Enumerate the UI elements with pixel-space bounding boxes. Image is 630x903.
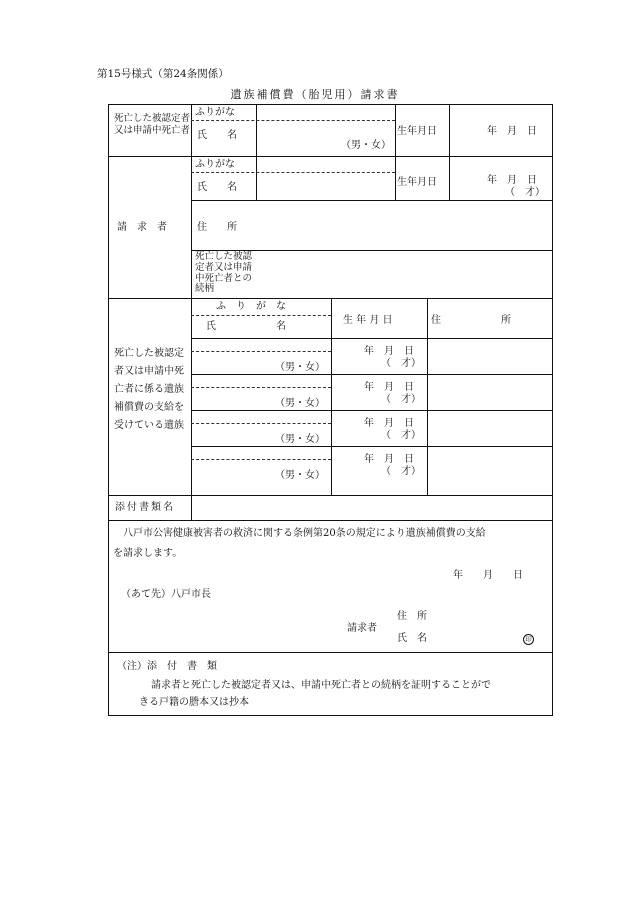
survivors-header-name: 氏 名 xyxy=(206,321,286,332)
survivor-2-sex-options[interactable]: （男・女） xyxy=(275,398,325,409)
survivor-1-birthdate-field[interactable]: 年 月 日 xyxy=(364,346,414,357)
signature-address-label: 住 所 xyxy=(397,611,427,622)
survivor-2-age-field[interactable]: （ 才） xyxy=(381,394,421,405)
claimant-address-label: 住 所 xyxy=(197,222,237,233)
declaration-date-field[interactable]: 年 月 日 xyxy=(453,570,523,581)
survivor-4-sex-options[interactable]: （男・女） xyxy=(275,470,325,481)
survivor-3-sex-options[interactable]: （男・女） xyxy=(275,434,325,445)
form-title: 遺族補償費（胎児用）請求書 xyxy=(230,88,400,101)
deceased-name-label: 氏 名 xyxy=(197,130,237,141)
survivors-label: 死亡した被認定者又は申請中死亡者に係る遺族補償費の支給を受けている遺族 xyxy=(114,348,184,431)
note-line-1: 請求者と死亡した被認定者又は、申請中死亡者との続柄を証明することがで xyxy=(151,680,491,691)
deceased-label: 死亡した被認定者又は申請中死亡者 xyxy=(114,113,191,136)
seal-mark xyxy=(523,633,534,645)
declaration-line-2: を請求します。 xyxy=(113,548,183,559)
claimant-birthdate-label: 生年月日 xyxy=(397,177,437,188)
claimant-relation-label: 死亡した被認定者又は申請中死亡者との続柄 xyxy=(195,251,253,295)
survivors-header-address: 住 所 xyxy=(431,315,511,326)
claimant-label: 請 求 者 xyxy=(117,222,167,233)
survivors-header-furigana: ふ り が な xyxy=(216,301,286,312)
signature-name-label: 氏 名 xyxy=(397,633,427,644)
survivor-4-birthdate-field[interactable]: 年 月 日 xyxy=(364,454,414,465)
claim-form-table xyxy=(108,104,553,716)
survivor-4-age-field[interactable]: （ 才） xyxy=(381,466,421,477)
deceased-furigana-label: ふりがな xyxy=(195,107,235,118)
addressee: （あて先）八戸市長 xyxy=(121,589,211,600)
claimant-furigana-label: ふりがな xyxy=(195,159,235,170)
seal-icon: 印 xyxy=(523,634,534,645)
note-heading: （注）添 付 書 類 xyxy=(117,661,217,672)
survivor-1-age-field[interactable]: （ 才） xyxy=(381,358,421,369)
deceased-birthdate-field[interactable]: 年 月 日 xyxy=(487,126,537,137)
deceased-sex-options[interactable]: （男・女） xyxy=(341,140,391,151)
declaration-line-1: 八戸市公害健康被害者の救済に関する条例第20条の規定により遺族補償費の支給 xyxy=(123,528,486,539)
survivor-3-birthdate-field[interactable]: 年 月 日 xyxy=(364,418,414,429)
attachments-label: 添付書類名 xyxy=(115,502,175,513)
note-line-2: きる戸籍の謄本又は抄本 xyxy=(139,697,249,708)
survivors-header-birthdate: 生 年 月 日 xyxy=(343,315,393,326)
claimant-age-field[interactable]: （ 才） xyxy=(505,187,545,198)
claimant-birthdate-field[interactable]: 年 月 日 xyxy=(487,175,537,186)
deceased-birthdate-label: 生年月日 xyxy=(397,126,437,137)
claimant-name-label: 氏 名 xyxy=(197,182,237,193)
form-number: 第15号様式（第24条関係） xyxy=(97,68,229,80)
survivor-3-age-field[interactable]: （ 才） xyxy=(381,430,421,441)
claimant-signature-label: 請求者 xyxy=(347,623,377,634)
survivor-1-sex-options[interactable]: （男・女） xyxy=(275,362,325,373)
survivor-2-birthdate-field[interactable]: 年 月 日 xyxy=(364,382,414,393)
